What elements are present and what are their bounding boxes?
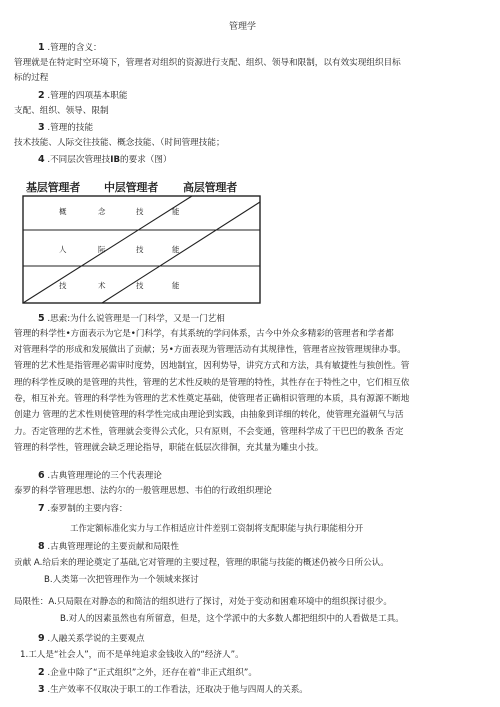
section-5-heading: [38, 313, 225, 325]
section-9-item-2-text: .企业中除了“正式组织”之外，还存在着“非正式组织”。: [44, 668, 257, 678]
section-5-line-6: 创建力 管理的艺术性则使管理的科学性完成由理论到实践，由抽象到详细的转化，使管理充溢朝气与活: [14, 410, 404, 420]
section-1-title: .管理的含义：: [44, 43, 102, 53]
section-6-number: 6: [38, 470, 45, 481]
chart-cell-r2-c1: 人: [59, 245, 67, 254]
section-3-heading: [38, 122, 93, 134]
chart-cell-r3-c1: 技: [59, 281, 67, 290]
section-9-item-1: 1.工人是“社会人”，而不是单纯追求金钱收入的“经济人”。: [20, 650, 244, 660]
section-4-title-b: IB: [110, 155, 120, 165]
section-7-title: .泰罗制的主要内容：: [44, 504, 128, 514]
section-5-line-4: 理的科学性反映的是管理的共性，管理的艺术性反映的是管理的特性，其性存在于特性之中，它们相互依: [14, 378, 410, 388]
section-9-item-2-number: 2: [38, 667, 45, 678]
section-4-title-a: .不同层次管理技: [44, 155, 111, 165]
section-1-heading: [38, 42, 102, 54]
section-6-title: .古典管理理论的三个代表理论: [44, 471, 162, 481]
section-9-item-3-text: .生产效率不仅取决于职工的工作看法，还取决于他与四周人的关系。: [44, 685, 308, 695]
section-8-contribution-b: B.人类第一次把管理作为一个领域来探讨: [44, 575, 199, 585]
chart-cell-r2-c3: 技: [136, 245, 144, 254]
chart-header-middle: 中层管理者: [104, 181, 158, 194]
section-9-item-2: [38, 667, 257, 679]
section-2-body: 支配、组织、领导、限制: [14, 106, 109, 116]
section-1-number: 1: [38, 42, 45, 53]
chart-cell-r1-c4: 能: [172, 207, 180, 216]
section-5-line-1: 管理的科学性•方面表示为它是•门科学，有其系统的学问体系，古今中外众多精彩的管理者和学者都: [14, 329, 394, 339]
section-2-title: .管理的四项基本职能: [44, 91, 128, 101]
section-8-limitation-a: 局限性：A.只局限在对静态的和简洁的组织进行了探讨，对处于变动和困难环境中的组织探讨很少。: [14, 597, 392, 607]
section-5-line-2: 对管理科学的形成和发展做出了贡献；另•方面表现为管理活动有其规律性，管理者应按管理规律办事。: [14, 345, 406, 355]
section-6-body: 泰罗的科学管理思想、法约尔的一般管理思想、韦伯的行政组织理论: [14, 486, 272, 496]
skills-chart: [22, 180, 262, 305]
section-5-line-7: 力。否定管理的艺术性，管理就会变得公式化，只有原则，不会变通，管理科学成了干巴巴的教条 否定: [14, 427, 404, 437]
chart-cell-r1-c2: 念: [98, 207, 106, 216]
chart-cell-r3-c2: 术: [98, 281, 106, 290]
section-4-title-c: 的要求（图）: [120, 155, 172, 165]
section-7-heading: [38, 503, 127, 515]
section-7-body: 工作定额标准化实力与工作相适应计件差别工资制将支配职能与执行职能相分开: [70, 523, 364, 533]
page-title: 管理学: [229, 22, 257, 32]
section-9-heading: [38, 633, 145, 645]
section-3-title: .管理的技能: [44, 123, 94, 133]
section-6-heading: [38, 470, 162, 482]
chart-cell-r1-c3: 技: [136, 207, 144, 216]
section-9-item-3: [38, 684, 308, 696]
section-9-number: 9: [38, 633, 45, 644]
section-8-number: 8: [38, 541, 45, 552]
chart-cell-r1-c1: 概: [59, 207, 67, 216]
section-5-title: .思索:为什么说管理是一门科学，又是一门艺相: [44, 314, 225, 324]
section-1-body-line-1: 管理就是在特定时空环境下，管理者对组织的资源进行支配、组织、领导和限制，以有效实现组织目标: [14, 58, 401, 68]
section-8-title: .古典管理理论的主要贡献和局限性: [44, 542, 179, 552]
section-5-line-8: 管理的科学性，管理就会缺乏理论指导，职能在低层次徘徊，充其量为雕虫小技。: [14, 443, 324, 453]
section-7-number: 7: [38, 503, 45, 514]
chart-cell-r3-c3: 技: [136, 281, 144, 290]
chart-cell-r2-c2: 际: [98, 245, 106, 254]
chart-header-basic: 基层管理者: [26, 181, 80, 194]
chart-header-top: 高层管理者: [183, 181, 237, 194]
section-3-body: 技术技能、人际交往技能、概念技能、（时间管理技能；: [14, 138, 225, 148]
section-9-item-3-number: 3: [38, 684, 45, 695]
chart-cell-r3-c4: 能: [172, 281, 180, 290]
section-4-heading: [38, 154, 172, 166]
section-1-body-line-2: 标的过程: [14, 73, 49, 83]
section-8-contribution-a: 贡献 A.给后来的理论奠定了基础,它对管理的主要过程，管理的职能与技能的概述仍被今日所公认。: [14, 558, 389, 568]
section-9-title: .人融关系学说的主要观点: [44, 634, 145, 644]
section-5-line-3: 管理的艺术性是指管理必需审时度势，因地制宜，因利势导，讲究方式和方法，具有敏捷性与独创性。管: [14, 361, 410, 371]
chart-cell-r2-c4: 能: [172, 245, 180, 254]
section-4-number: 4: [38, 154, 45, 165]
section-8-heading: [38, 541, 179, 553]
section-2-heading: [38, 90, 127, 102]
section-3-number: 3: [38, 122, 45, 133]
section-5-number: 5: [38, 313, 45, 324]
section-8-limitation-b: B.对人的因素虽然也有所留意，但是，这个学派中的大多数人都把组织中的人看做是工具。: [60, 614, 404, 624]
section-5-line-5: 卷，相互补充。管理的科学性为管理的艺术性奠定基础，使管理者正确相识管理的本质，具有源源不断地: [14, 394, 410, 404]
section-2-number: 2: [38, 90, 45, 101]
